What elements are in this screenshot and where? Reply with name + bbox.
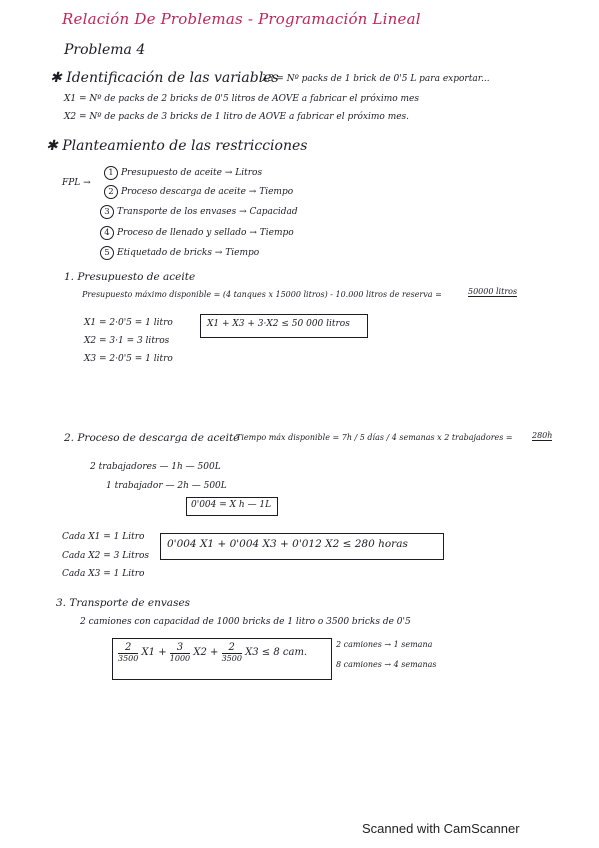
section2-time-result: 280h bbox=[532, 431, 553, 440]
section1-result: 50000 litros bbox=[468, 287, 518, 296]
fraction-denominator: 3500 bbox=[221, 654, 242, 663]
x1-definition: X1 = Nº de packs de 2 bricks de 0'5 litros de AOVE a fabricar el próximo mes bbox=[64, 94, 419, 104]
constraint1: X1 + X3 + 3·X2 ≤ 50 000 litros bbox=[207, 319, 350, 329]
restriction-item bbox=[100, 205, 298, 219]
restriction-item bbox=[104, 166, 262, 180]
restriction-item bbox=[100, 226, 294, 240]
fraction bbox=[222, 642, 242, 663]
fraction bbox=[170, 642, 190, 663]
constraint2: 0'004 X1 + 0'004 X3 + 0'012 X2 ≤ 280 horas bbox=[167, 538, 408, 550]
section1-budget-line: Presupuesto máximo disponible = (4 tanques x 15000 litros) - 10.000 litros de reserva = bbox=[82, 290, 442, 299]
number-circle-icon: 5 bbox=[100, 246, 114, 260]
fraction-numerator: 3 bbox=[170, 642, 190, 654]
restriction-item-text: Etiquetado de bricks → Tiempo bbox=[117, 248, 260, 258]
constraint3: $\frac{2}{3500}$ X1 + $\frac{3}{1000}$ X2 + $\frac{2}{3500}$ X3 ≤ 8 cam. bbox=[118, 642, 308, 663]
number-circle-icon: 4 bbox=[100, 226, 114, 240]
number-circle-icon: 2 bbox=[104, 185, 118, 199]
x2-definition: X2 = Nº de packs de 3 bricks de 1 litro de AOVE a fabricar el próximo mes. bbox=[64, 112, 410, 122]
litres-per-x1: Cada X1 = 1 Litro bbox=[62, 532, 145, 542]
section2-heading: 2. Proceso de descarga de aceite bbox=[64, 432, 240, 444]
number-circle-icon: 1 bbox=[104, 166, 118, 180]
trucks-note: 2 camiones → 1 semana bbox=[336, 640, 433, 649]
variables-heading bbox=[50, 70, 279, 86]
x1-litres: X1 = 2·0'5 = 1 litro bbox=[84, 318, 173, 328]
section2-time-line: Tiempo máx disponible = 7h / 5 días / 4 semanas x 2 trabajadores = bbox=[236, 433, 513, 442]
variable: X2 bbox=[193, 647, 207, 658]
fraction-denominator: 3500 bbox=[118, 654, 139, 663]
variable: X3 bbox=[245, 647, 259, 658]
bullet-icon: ✱ bbox=[46, 138, 63, 154]
section3-heading: 3. Transporte de envases bbox=[56, 597, 191, 609]
restrictions-heading-text: Planteamiento de las restricciones bbox=[62, 138, 308, 154]
restriction-item-text: Proceso de llenado y sellado → Tiempo bbox=[117, 228, 294, 238]
fraction bbox=[118, 642, 138, 663]
litres-per-x2: Cada X2 = 3 Litros bbox=[62, 551, 150, 561]
rate-row: 1 trabajador — 2h — 500L bbox=[106, 481, 227, 491]
x2-litres: X2 = 3·1 = 3 litros bbox=[84, 336, 170, 346]
restriction-item-text: Proceso descarga de aceite → Tiempo bbox=[121, 187, 294, 197]
restriction-item-text: Presupuesto de aceite → Litros bbox=[121, 168, 263, 178]
fpl-label: FPL → bbox=[62, 178, 91, 188]
x3-definition: λ3 = Nº packs de 1 brick de 0'5 L para exportar... bbox=[262, 74, 490, 84]
variable: X1 bbox=[141, 647, 156, 658]
problem-label: Problema 4 bbox=[64, 42, 146, 58]
scanner-watermark: Scanned with CamScanner bbox=[362, 821, 520, 836]
restriction-item-text: Transporte de los envases → Capacidad bbox=[117, 207, 298, 217]
fraction-denominator: 1000 bbox=[169, 654, 191, 663]
x3-litres: X3 = 2·0'5 = 1 litro bbox=[84, 354, 173, 364]
section3-trucks-line: 2 camiones con capacidad de 1000 bricks de 1 litro o 3500 bricks de 0'5 bbox=[80, 617, 411, 627]
rate-row: 0'004 = X h — 1L bbox=[191, 500, 272, 510]
bullet-icon: ✱ bbox=[50, 70, 67, 86]
variables-heading-text: Identificación de las variables bbox=[66, 70, 279, 86]
fraction-numerator: 2 bbox=[118, 642, 138, 654]
litres-per-x3: Cada X3 = 1 Litro bbox=[62, 569, 145, 579]
fraction-numerator: 2 bbox=[222, 642, 242, 654]
page-title: Relación De Problemas - Programación Lineal bbox=[62, 10, 421, 28]
section1-heading: 1. Presupuesto de aceite bbox=[64, 271, 196, 283]
rate-row: 2 trabajadores — 1h — 500L bbox=[90, 462, 221, 472]
constraint3-rhs: ≤ 8 cam. bbox=[261, 647, 308, 658]
restriction-item bbox=[100, 246, 259, 260]
restrictions-heading bbox=[46, 138, 307, 154]
number-circle-icon: 3 bbox=[100, 205, 114, 219]
trucks-note: 8 camiones → 4 semanas bbox=[336, 660, 437, 669]
restriction-item bbox=[104, 185, 293, 199]
